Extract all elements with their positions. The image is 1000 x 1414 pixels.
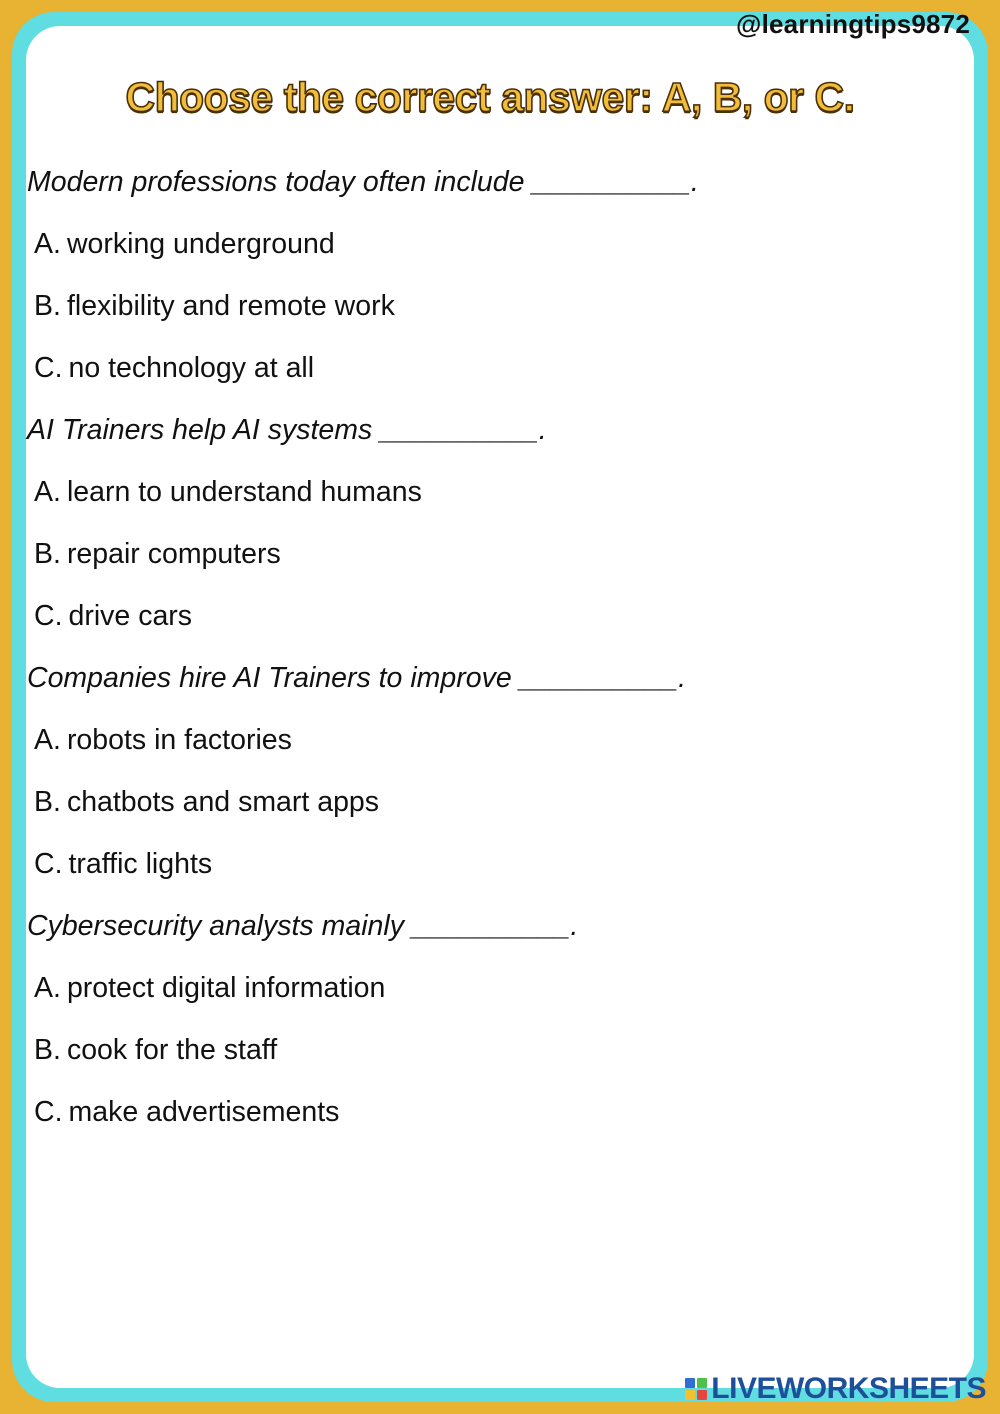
option-letter: A.	[34, 972, 61, 1004]
option-text: make advertisements	[68, 1096, 340, 1128]
question-3	[27, 654, 967, 902]
question-prompt: Cybersecurity analysts mainly __________.	[27, 910, 579, 942]
worksheet-title: Choose the correct answer: A, B, or C.	[125, 74, 855, 120]
option-text: no technology at all	[68, 352, 315, 384]
option-text: cook for the staff	[66, 1034, 278, 1066]
answer-option-c[interactable]	[27, 1088, 967, 1150]
option-letter: B.	[34, 538, 61, 570]
option-text: learn to understand humans	[66, 476, 422, 508]
option-letter: B.	[34, 1034, 61, 1066]
option-text: working underground	[66, 228, 335, 260]
question-1	[27, 158, 967, 406]
question-prompt: Companies hire AI Trainers to improve __________.	[27, 662, 687, 694]
option-letter: A.	[34, 228, 61, 260]
liveworksheets-logo-icon	[685, 1378, 707, 1400]
option-letter: C.	[34, 352, 63, 384]
option-text: drive cars	[68, 600, 193, 632]
option-text: robots in factories	[66, 724, 292, 756]
option-letter: C.	[34, 1096, 63, 1128]
answer-option-b[interactable]	[27, 1026, 967, 1088]
answer-option-b[interactable]	[27, 778, 967, 840]
option-letter: C.	[34, 600, 63, 632]
answer-option-b[interactable]	[27, 530, 967, 592]
option-text: repair computers	[66, 538, 281, 570]
answer-option-b[interactable]	[27, 282, 967, 344]
question-prompt: Modern professions today often include __________.	[27, 166, 699, 198]
answer-option-a[interactable]	[27, 716, 967, 778]
option-letter: A.	[34, 724, 61, 756]
option-text: protect digital information	[66, 972, 386, 1004]
question-prompt: AI Trainers help AI systems __________.	[27, 414, 547, 446]
author-handle: @learningtips9872	[736, 9, 970, 39]
question-4	[27, 902, 967, 1150]
option-letter: B.	[34, 786, 61, 818]
brand-name: LIVEWORKSHEETS	[711, 1372, 986, 1405]
option-text: flexibility and remote work	[66, 290, 395, 322]
option-letter: C.	[34, 848, 63, 880]
answer-option-c[interactable]	[27, 840, 967, 902]
answer-option-a[interactable]	[27, 468, 967, 530]
option-text: traffic lights	[68, 848, 213, 880]
answer-option-c[interactable]	[27, 344, 967, 406]
question-2	[27, 406, 967, 654]
answer-option-c[interactable]	[27, 592, 967, 654]
option-text: chatbots and smart apps	[66, 786, 380, 818]
answer-option-a[interactable]	[27, 220, 967, 282]
answer-option-a[interactable]	[27, 964, 967, 1026]
option-letter: A.	[34, 476, 61, 508]
option-letter: B.	[34, 290, 61, 322]
question-list	[27, 158, 967, 1150]
liveworksheets-brand[interactable]	[685, 1372, 986, 1406]
